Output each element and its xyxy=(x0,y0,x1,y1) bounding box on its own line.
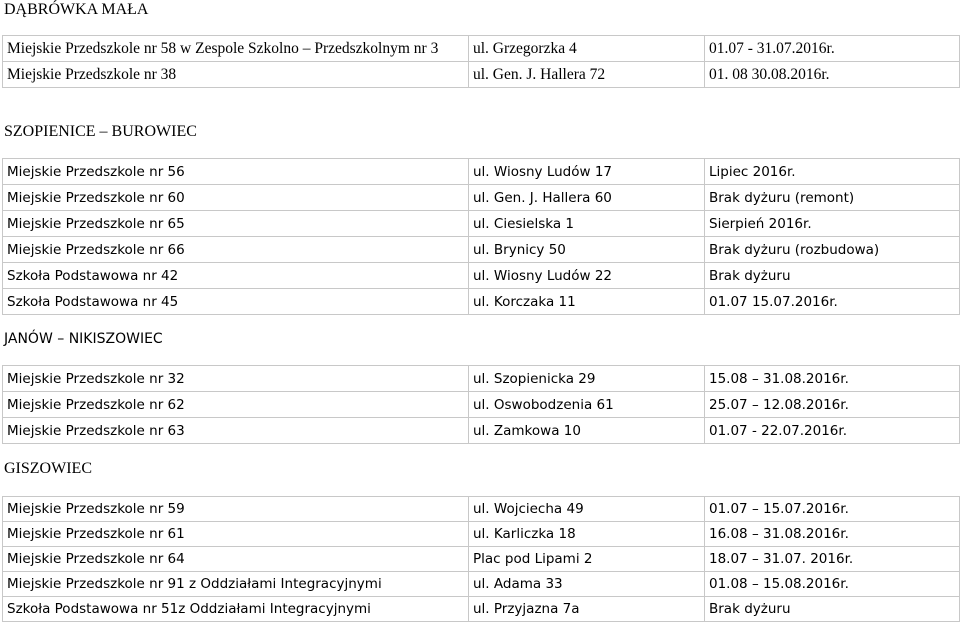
period-cell: 16.08 – 31.08.2016r. xyxy=(705,522,960,547)
address-cell: ul. Karliczka 18 xyxy=(469,522,705,547)
table-row xyxy=(3,522,960,547)
kindergarten-table xyxy=(2,35,960,88)
institution-cell: Miejskie Przedszkole nr 61 xyxy=(3,522,469,547)
kindergarten-table xyxy=(2,158,960,315)
institution-cell: Miejskie Przedszkole nr 62 xyxy=(3,392,469,418)
institution-cell: Miejskie Przedszkole nr 63 xyxy=(3,418,469,444)
institution-cell: Miejskie Przedszkole nr 58 w Zespole Szkolno – Przedszkolnym nr 3 xyxy=(3,36,469,62)
period-cell: 01. 08 30.08.2016r. xyxy=(705,62,960,88)
period-cell: 01.08 – 15.08.2016r. xyxy=(705,572,960,597)
institution-cell: Miejskie Przedszkole nr 64 xyxy=(3,547,469,572)
period-cell: Brak dyżuru (rozbudowa) xyxy=(705,237,960,263)
table-row xyxy=(3,572,960,597)
period-cell: Brak dyżuru (remont) xyxy=(705,185,960,211)
address-cell: ul. Wiosny Ludów 22 xyxy=(469,263,705,289)
address-cell: ul. Wojciecha 49 xyxy=(469,497,705,522)
table-row xyxy=(3,289,960,315)
period-cell: Lipiec 2016r. xyxy=(705,159,960,185)
table-row xyxy=(3,366,960,392)
section-heading: SZOPIENICE – BUROWIEC xyxy=(4,123,197,140)
institution-cell: Miejskie Przedszkole nr 38 xyxy=(3,62,469,88)
period-cell: 01.07 - 22.07.2016r. xyxy=(705,418,960,444)
table-row xyxy=(3,185,960,211)
institution-cell: Szkoła Podstawowa nr 51z Oddziałami Integracyjnymi xyxy=(3,597,469,622)
kindergarten-table xyxy=(2,365,960,444)
institution-cell: Szkoła Podstawowa nr 45 xyxy=(3,289,469,315)
address-cell: ul. Przyjazna 7a xyxy=(469,597,705,622)
institution-cell: Miejskie Przedszkole nr 91 z Oddziałami Integracyjnymi xyxy=(3,572,469,597)
table-row xyxy=(3,62,960,88)
table-row xyxy=(3,237,960,263)
institution-cell: Miejskie Przedszkole nr 65 xyxy=(3,211,469,237)
period-cell: 18.07 – 31.07. 2016r. xyxy=(705,547,960,572)
period-cell: 01.07 – 15.07.2016r. xyxy=(705,497,960,522)
address-cell: ul. Ciesielska 1 xyxy=(469,211,705,237)
table-row xyxy=(3,597,960,622)
table-row xyxy=(3,211,960,237)
address-cell: ul. Zamkowa 10 xyxy=(469,418,705,444)
institution-cell: Miejskie Przedszkole nr 66 xyxy=(3,237,469,263)
address-cell: ul. Gen. J. Hallera 60 xyxy=(469,185,705,211)
address-cell: ul. Szopienicka 29 xyxy=(469,366,705,392)
institution-cell: Szkoła Podstawowa nr 42 xyxy=(3,263,469,289)
period-cell: Brak dyżuru xyxy=(705,597,960,622)
section-heading: DĄBRÓWKA MAŁA xyxy=(4,1,149,18)
address-cell: ul. Adama 33 xyxy=(469,572,705,597)
table-row xyxy=(3,36,960,62)
period-cell: 15.08 – 31.08.2016r. xyxy=(705,366,960,392)
table-row xyxy=(3,497,960,522)
section-heading: GISZOWIEC xyxy=(4,460,92,477)
address-cell: ul. Wiosny Ludów 17 xyxy=(469,159,705,185)
institution-cell: Miejskie Przedszkole nr 32 xyxy=(3,366,469,392)
period-cell: Sierpień 2016r. xyxy=(705,211,960,237)
section-heading: JANÓW – NIKISZOWIEC xyxy=(4,331,163,347)
table-row xyxy=(3,547,960,572)
period-cell: 01.07 15.07.2016r. xyxy=(705,289,960,315)
table-row xyxy=(3,418,960,444)
address-cell: ul. Gen. J. Hallera 72 xyxy=(469,62,705,88)
institution-cell: Miejskie Przedszkole nr 59 xyxy=(3,497,469,522)
address-cell: ul. Oswobodzenia 61 xyxy=(469,392,705,418)
kindergarten-table xyxy=(2,496,960,622)
institution-cell: Miejskie Przedszkole nr 56 xyxy=(3,159,469,185)
period-cell: Brak dyżuru xyxy=(705,263,960,289)
table-row xyxy=(3,392,960,418)
table-row xyxy=(3,263,960,289)
address-cell: ul. Grzegorzka 4 xyxy=(469,36,705,62)
table-row xyxy=(3,159,960,185)
period-cell: 01.07 - 31.07.2016r. xyxy=(705,36,960,62)
address-cell: Plac pod Lipami 2 xyxy=(469,547,705,572)
address-cell: ul. Korczaka 11 xyxy=(469,289,705,315)
address-cell: ul. Brynicy 50 xyxy=(469,237,705,263)
period-cell: 25.07 – 12.08.2016r. xyxy=(705,392,960,418)
institution-cell: Miejskie Przedszkole nr 60 xyxy=(3,185,469,211)
